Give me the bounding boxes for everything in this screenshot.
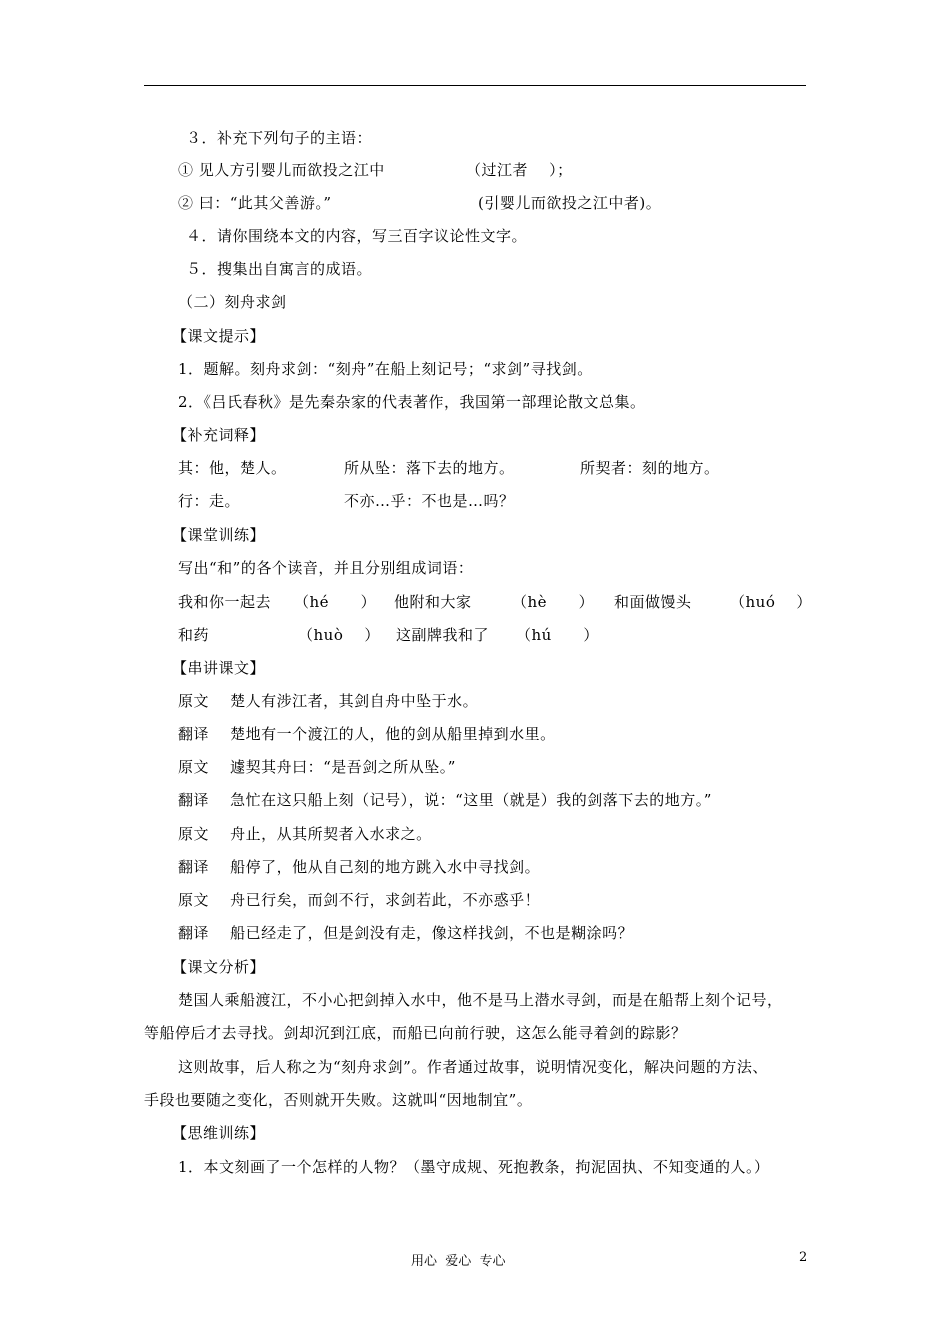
text-line: 翻译 急忙在这只船上刻（记号），说：“这里（就是）我的剑落下去的地方。”: [178, 791, 712, 809]
section-heading: 【课堂训练】: [172, 526, 266, 544]
text-line: 行：走。: [178, 492, 241, 510]
section-heading: 【补充词释】: [172, 426, 266, 444]
section-heading: 【思维训练】: [172, 1124, 266, 1142]
text-line: （huò ）: [298, 626, 380, 644]
page-number: 2: [799, 1250, 808, 1265]
text-line: 其：他，楚人。: [178, 459, 287, 477]
text-line: （hè ）: [512, 593, 595, 611]
text-line: ② 曰：“此其父善游。”: [178, 194, 332, 212]
text-line: 原文 遽契其舟曰：“是吾剑之所从坠。”: [178, 758, 456, 776]
text-line: 所从坠：落下去的地方。: [344, 459, 515, 477]
text-line: 翻译 楚地有一个渡江的人，他的剑从船里掉到水里。: [178, 725, 556, 743]
text-line: 这则故事，后人称之为“刻舟求剑”。作者通过故事，说明情况变化，解决问题的方法、: [178, 1058, 768, 1076]
section-heading: 【课文分析】: [172, 958, 266, 976]
text-line: (引婴儿而欲投之江中者)。: [478, 194, 662, 212]
text-line: 翻译 船停了，他从自己刻的地方跳入水中寻找剑。: [178, 858, 541, 876]
text-line: ４．请你围绕本文的内容，写三百字议论性文字。: [186, 227, 528, 245]
text-line: 1．本文刻画了一个怎样的人物？（墨守成规、死抱教条，拘泥固执、不知变通的人。）: [178, 1158, 770, 1176]
text-line: （过江者 ）；: [466, 161, 573, 179]
text-line: 这副牌我和了: [396, 626, 490, 644]
text-line: 原文 舟已行矣，而剑不行，求剑若此，不亦惑乎！: [178, 891, 541, 909]
text-line: 原文 舟止，从其所契者入水求之。: [178, 825, 432, 843]
text-line: 和药: [178, 626, 210, 644]
text-line: 翻译 船已经走了，但是剑没有走，像这样找剑，不也是糊涂吗？: [178, 924, 634, 942]
text-line: ３．补充下列句子的主语：: [186, 129, 373, 147]
text-line: 他附和大家: [394, 593, 472, 611]
text-line: ① 见人方引婴儿而欲投之江中: [178, 161, 385, 179]
text-line: 不亦…乎：不也是…吗？: [344, 492, 515, 510]
text-line: （hú ）: [516, 626, 599, 644]
text-line: 原文 楚人有涉江者，其剑自舟中坠于水。: [178, 692, 479, 710]
section-heading: 【课文提示】: [172, 327, 266, 345]
text-line: 写出“和”的各个读音，并且分别组成词语：: [178, 559, 474, 577]
text-line: 2．《吕氏春秋》是先秦杂家的代表著作，我国第一部理论散文总集。: [178, 393, 646, 411]
text-line: 所契者：刻的地方。: [580, 459, 720, 477]
text-line: （huó ）: [730, 593, 812, 611]
text-line: 楚国人乘船渡江，不小心把剑掉入水中，他不是马上潜水寻剑，而是在船帮上刻个记号，: [178, 991, 783, 1009]
header-rule: [144, 85, 806, 86]
section-heading: （二）刻舟求剑: [178, 293, 287, 311]
text-line: 我和你一起去: [178, 593, 272, 611]
text-line: 和面做馒头: [614, 593, 692, 611]
text-line: 等船停后才去寻找。剑却沉到江底，而船已向前行驶，这怎么能寻着剑的踪影？: [144, 1024, 687, 1042]
footer-slogan: 用心 爱心 专心: [411, 1254, 506, 1269]
text-line: ５．搜集出自寓言的成语。: [186, 260, 373, 278]
section-heading: 【串讲课文】: [172, 659, 266, 677]
text-line: 1．题解。刻舟求剑：“刻舟”在船上刻记号；“求剑”寻找剑。: [178, 360, 593, 378]
text-line: （hé ）: [294, 593, 377, 611]
text-line: 手段也要随之变化，否则就开失败。这就叫“因地制宜”。: [144, 1091, 533, 1109]
